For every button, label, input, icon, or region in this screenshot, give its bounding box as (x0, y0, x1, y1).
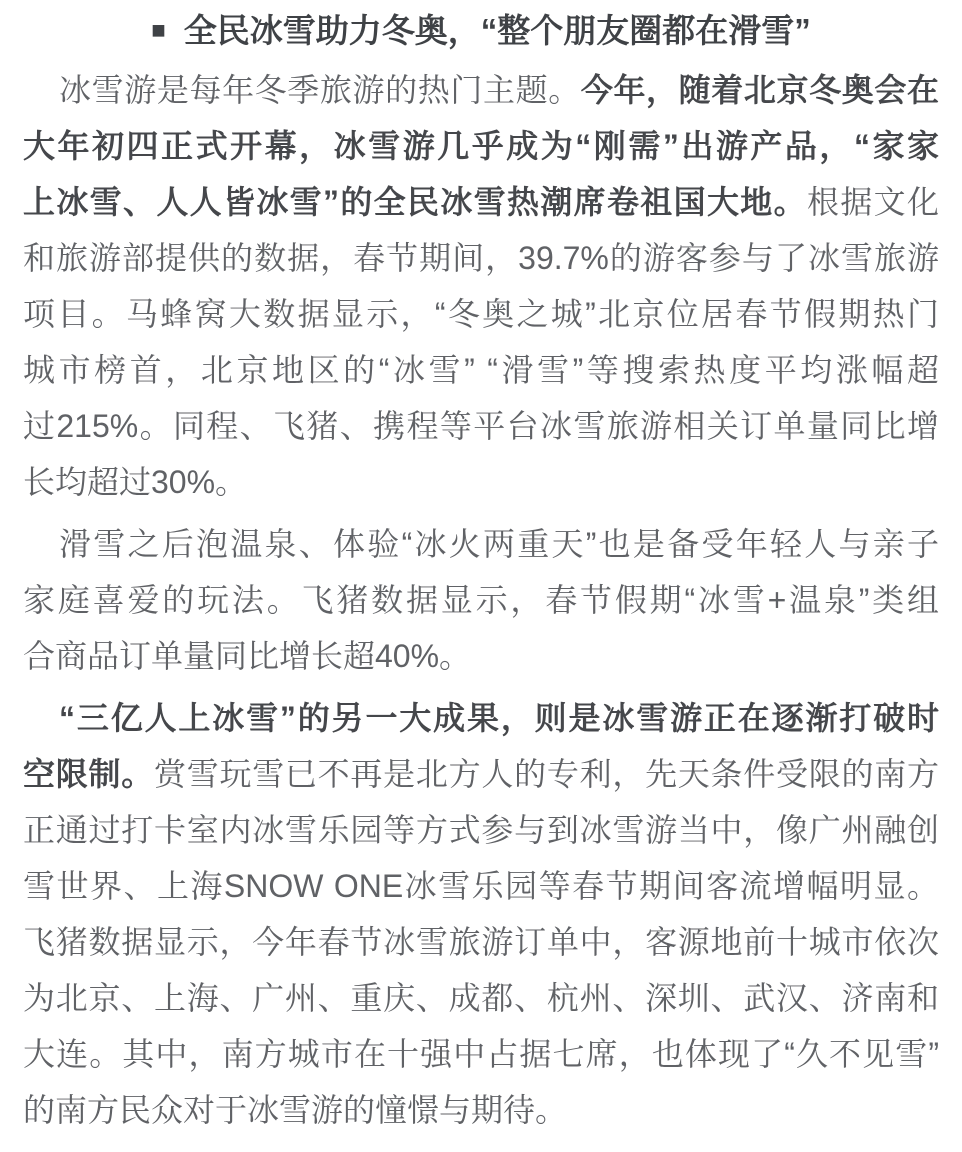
bold-text-run: 今年，随着北京冬奥会在 (580, 72, 939, 108)
bold-text-run: “三亿人上冰雪”的另一大成果，则是冰雪游正在逐渐打破时 (59, 700, 939, 736)
heading-text: 全民冰雪助力冬奥，“整个朋友圈都在滑雪” (183, 12, 811, 49)
text-line (23, 516, 939, 572)
paragraph (23, 516, 939, 684)
text-run: 赏雪玩雪已不再是北方人的专利，先天条件受限的南方 (153, 756, 939, 792)
text-run: 飞猪数据显示，今年春节冰雪旅游订单中，客源地前十城市依次 (23, 924, 939, 960)
bold-text-run: 上冰雪、人人皆冰雪”的全民冰雪热潮席卷祖国大地。 (23, 184, 807, 220)
text-run: 雪世界、上海SNOW ONE冰雪乐园等春节期间客流增幅明显。 (23, 868, 939, 904)
text-run: 滑雪之后泡温泉、体验“冰火两重天”也是备受年轻人与亲子 (59, 526, 939, 562)
text-line (23, 970, 939, 1026)
text-line (23, 802, 939, 858)
text-line (23, 746, 939, 802)
text-line (23, 398, 939, 454)
bold-text-run: 空限制。 (23, 756, 154, 792)
text-run: 根据文化 (806, 184, 939, 220)
text-line (23, 118, 939, 174)
text-line (23, 1026, 939, 1082)
text-line (23, 62, 939, 118)
text-run: 城市榜首，北京地区的“冰雪” “滑雪”等搜索热度平均涨幅超 (23, 352, 939, 388)
text-run: 的南方民众对于冰雪游的憧憬与期待。 (23, 1092, 568, 1128)
text-run: 家庭喜爱的玩法。飞猪数据显示，春节假期“冰雪+温泉”类组 (23, 582, 939, 618)
text-run: 项目。马蜂窝大数据显示，“冬奥之城”北京位居春节假期热门 (23, 296, 939, 332)
text-run: 过215%。同程、飞猪、携程等平台冰雪旅游相关订单量同比增 (23, 408, 939, 444)
paragraph (23, 690, 939, 1138)
text-line (23, 286, 939, 342)
text-line (23, 628, 939, 684)
text-line (23, 1082, 939, 1138)
square-bullet-icon: ■ (151, 17, 166, 44)
text-line (23, 174, 939, 230)
article-heading (23, 8, 939, 54)
text-run: 长均超过30%。 (23, 464, 248, 500)
paragraph (23, 62, 939, 510)
text-line (23, 858, 939, 914)
text-line (23, 572, 939, 628)
article-body (23, 62, 939, 1138)
text-line (23, 342, 939, 398)
text-run: 为北京、上海、广州、重庆、成都、杭州、深圳、武汉、济南和 (23, 980, 939, 1016)
text-line (23, 914, 939, 970)
text-line (23, 454, 939, 510)
text-line (23, 230, 939, 286)
bold-text-run: 大年初四正式开幕，冰雪游几乎成为“刚需”出游产品，“家家 (23, 128, 939, 164)
text-run: 和旅游部提供的数据，春节期间，39.7%的游客参与了冰雪旅游 (23, 240, 939, 276)
text-line (23, 690, 939, 746)
text-run: 大连。其中，南方城市在十强中占据七席，也体现了“久不见雪” (23, 1036, 939, 1072)
text-run: 正通过打卡室内冰雪乐园等方式参与到冰雪游当中，像广州融创 (23, 812, 939, 848)
text-run: 冰雪游是每年冬季旅游的热门主题。 (59, 72, 581, 108)
text-run: 合商品订单量同比增长超40%。 (23, 638, 472, 674)
